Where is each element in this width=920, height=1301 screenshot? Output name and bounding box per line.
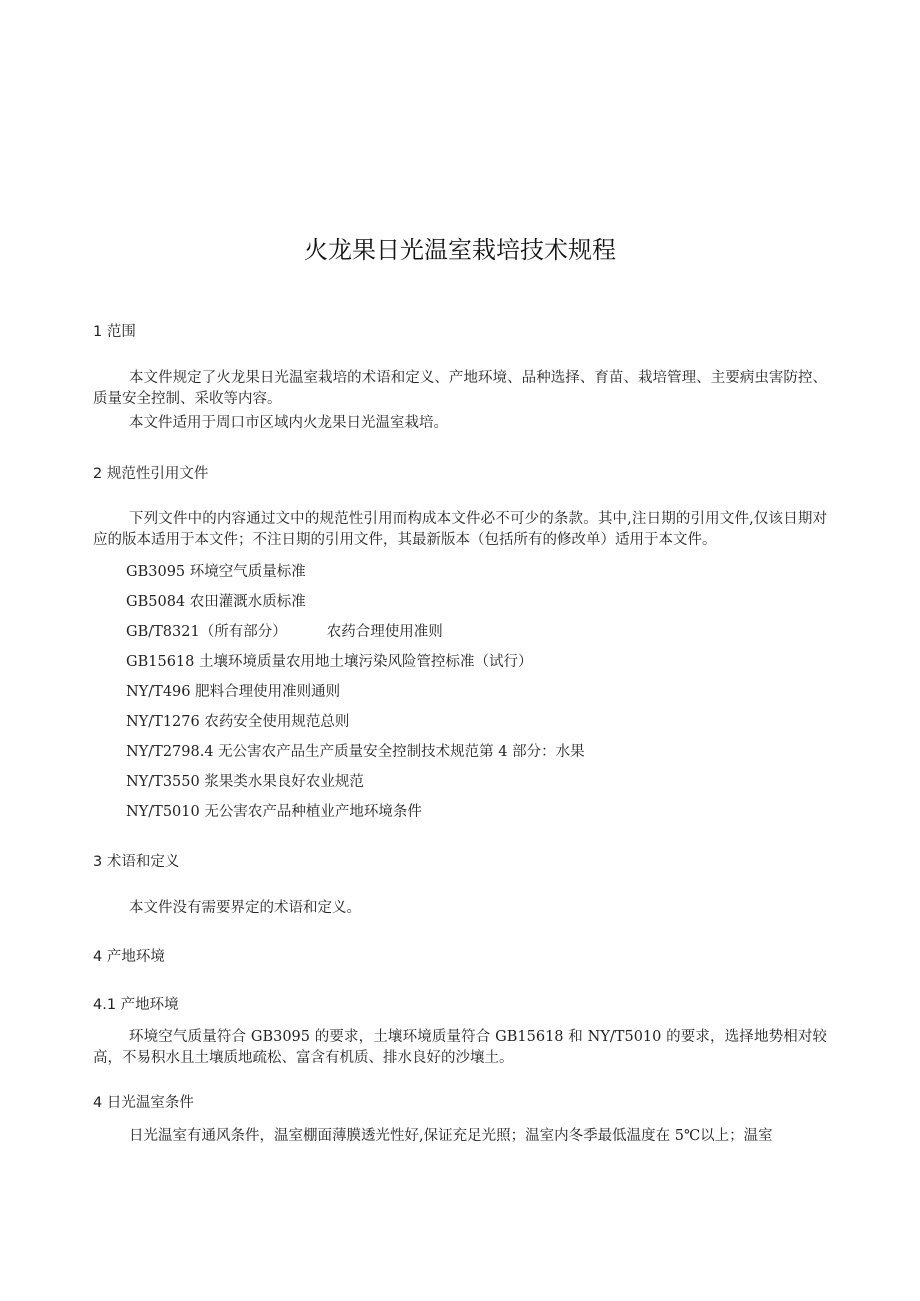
reference-item: NY/T496 肥料合理使用准则通则: [126, 684, 341, 700]
reference-item: [126, 620, 443, 641]
reference-item: GB3095 环境空气质量标准: [126, 564, 306, 580]
section-2-heading: 2 规范性引用文件: [93, 466, 209, 482]
reference-item: GB15618 土壤环境质量农用地土壤污染风险管控标准（试行）: [126, 654, 533, 670]
reference-item: NY/T5010 无公害农产品种植业产地环境条件: [126, 804, 422, 820]
reference-item: NY/T3550 浆果类水果良好农业规范: [126, 774, 364, 790]
section-1-paragraph-2: 本文件适用于周口市区域内火龙果日光温室栽培。: [129, 415, 448, 431]
subsection-4-1-heading: 4.1 产地环境: [93, 997, 179, 1013]
reference-item: GB5084 农田灌溉水质标准: [126, 594, 306, 610]
section-3-heading: 3 术语和定义: [93, 854, 180, 870]
reference-item: NY/T1276 农药安全使用规范总则: [126, 714, 350, 730]
section-3-paragraph-1: 本文件没有需要界定的术语和定义。: [129, 900, 361, 916]
reference-item: NY/T2798.4 无公害农产品生产质量安全控制技术规范第 4 部分：水果: [126, 744, 585, 760]
subsection-4-1-paragraph: 环境空气质量符合 GB3095 的要求，土壤环境质量符合 GB15618 和 NY/T5010 的要求，选择地势相对较高，不易积水且土壤质地疏松、富含有机质、排水良好的沙壤土。: [93, 1029, 827, 1066]
section-2-paragraph-1: 下列文件中的内容通过文中的规范性引用而构成本文件必不可少的条款。其中,注日期的引用文件,仅该日期对应的版本适用于本文件；不注日期的引用文件，其最新版本（包括所有的修改单）适用于本文件。: [93, 511, 827, 548]
subsection-4-2-paragraph: 日光温室有通风条件，温室棚面薄膜透光性好,保证充足光照；温室内冬季最低温度在 5℃以上；温室: [129, 1128, 773, 1144]
section-1-heading: 1 范围: [93, 324, 136, 340]
reference-code: GB/T8321（所有部分）: [126, 624, 287, 640]
reference-title: 农药合理使用准则: [326, 624, 443, 640]
subsection-4-2-heading: 4 日光温室条件: [93, 1095, 194, 1111]
section-1-paragraph-1: 本文件规定了火龙果日光温室栽培的术语和定义、产地环境、品种选择、育苗、栽培管理、主要病虫害防控、质量安全控制、采收等内容。: [93, 370, 827, 407]
document-title: 火龙果日光温室栽培技术规程: [304, 236, 616, 264]
section-4-heading: 4 产地环境: [93, 949, 165, 965]
